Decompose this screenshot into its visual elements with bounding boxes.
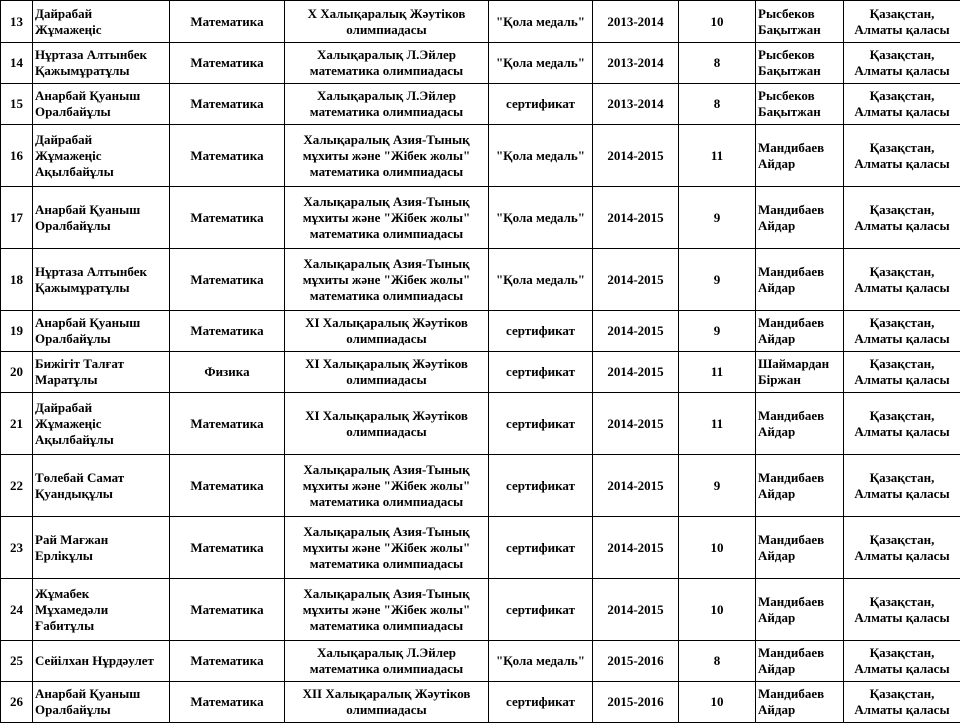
olympiad-name: Халықаралық Азия-Тынық мұхиты және "Жібек жолы" математика олимпиадасы — [285, 125, 489, 187]
location: Қазақстан, Алматы қаласы — [844, 125, 960, 187]
grade: 8 — [679, 641, 756, 682]
location: Қазақстан, Алматы қаласы — [844, 311, 960, 352]
teacher-name: Мандибаев Айдар — [756, 311, 844, 352]
row-number: 23 — [1, 517, 33, 579]
student-name: Дайрабай Жұмажеңіс — [33, 1, 170, 43]
student-name: Анарбай Қуаныш Оралбайұлы — [33, 311, 170, 352]
table-row — [1, 187, 960, 249]
location: Қазақстан, Алматы қаласы — [844, 352, 960, 393]
subject: Математика — [170, 517, 285, 579]
grade: 9 — [679, 311, 756, 352]
award: сертификат — [489, 579, 593, 641]
subject: Математика — [170, 393, 285, 455]
row-number: 19 — [1, 311, 33, 352]
location: Қазақстан, Алматы қаласы — [844, 187, 960, 249]
grade: 11 — [679, 125, 756, 187]
award: "Қола медаль" — [489, 187, 593, 249]
grade: 9 — [679, 455, 756, 517]
table-row — [1, 249, 960, 311]
row-number: 25 — [1, 641, 33, 682]
teacher-name: Рысбеков Бақытжан — [756, 84, 844, 125]
academic-year: 2013-2014 — [593, 43, 679, 84]
award: сертификат — [489, 517, 593, 579]
table-row — [1, 682, 960, 723]
table-row — [1, 43, 960, 84]
student-name: Дайрабай Жұмажеңіс Ақылбайұлы — [33, 125, 170, 187]
row-number: 18 — [1, 249, 33, 311]
student-name: Нұртаза Алтынбек Қажымұратұлы — [33, 43, 170, 84]
grade: 8 — [679, 84, 756, 125]
teacher-name: Мандибаев Айдар — [756, 641, 844, 682]
table-body — [1, 1, 960, 723]
academic-year: 2015-2016 — [593, 641, 679, 682]
location: Қазақстан, Алматы қаласы — [844, 249, 960, 311]
row-number: 24 — [1, 579, 33, 641]
academic-year: 2014-2015 — [593, 455, 679, 517]
student-name: Анарбай Қуаныш Оралбайұлы — [33, 84, 170, 125]
row-number: 15 — [1, 84, 33, 125]
award: "Қола медаль" — [489, 641, 593, 682]
student-name: Анарбай Қуаныш Оралбайұлы — [33, 187, 170, 249]
row-number: 14 — [1, 43, 33, 84]
table-row — [1, 517, 960, 579]
olympiad-name: Халықаралық Азия-Тынық мұхиты және "Жібек жолы" математика олимпиадасы — [285, 187, 489, 249]
location: Қазақстан, Алматы қаласы — [844, 517, 960, 579]
olympiad-name: XI Халықаралық Жәутіков олимпиадасы — [285, 352, 489, 393]
subject: Математика — [170, 187, 285, 249]
table-row — [1, 84, 960, 125]
academic-year: 2014-2015 — [593, 579, 679, 641]
row-number: 26 — [1, 682, 33, 723]
location: Қазақстан, Алматы қаласы — [844, 43, 960, 84]
award: "Қола медаль" — [489, 125, 593, 187]
subject: Математика — [170, 249, 285, 311]
grade: 8 — [679, 43, 756, 84]
location: Қазақстан, Алматы қаласы — [844, 641, 960, 682]
academic-year: 2014-2015 — [593, 125, 679, 187]
grade: 11 — [679, 393, 756, 455]
student-name: Жұмабек Мұхамедәли Ғабитұлы — [33, 579, 170, 641]
subject: Математика — [170, 455, 285, 517]
table-row — [1, 579, 960, 641]
row-number: 20 — [1, 352, 33, 393]
award: "Қола медаль" — [489, 1, 593, 43]
student-name: Анарбай Қуаныш Оралбайұлы — [33, 682, 170, 723]
academic-year: 2013-2014 — [593, 84, 679, 125]
academic-year: 2014-2015 — [593, 393, 679, 455]
location: Қазақстан, Алматы қаласы — [844, 393, 960, 455]
award: сертификат — [489, 311, 593, 352]
table-row — [1, 311, 960, 352]
teacher-name: Мандибаев Айдар — [756, 579, 844, 641]
teacher-name: Мандибаев Айдар — [756, 517, 844, 579]
student-name: Сейілхан Нұрдәулет — [33, 641, 170, 682]
row-number: 13 — [1, 1, 33, 43]
olympiad-name: Халықаралық Л.Эйлер математика олимпиадасы — [285, 84, 489, 125]
grade: 11 — [679, 352, 756, 393]
olympiad-name: Халықаралық Л.Эйлер математика олимпиадасы — [285, 641, 489, 682]
academic-year: 2014-2015 — [593, 187, 679, 249]
row-number: 22 — [1, 455, 33, 517]
table-row — [1, 352, 960, 393]
academic-year: 2015-2016 — [593, 682, 679, 723]
teacher-name: Мандибаев Айдар — [756, 455, 844, 517]
academic-year: 2014-2015 — [593, 311, 679, 352]
academic-year: 2014-2015 — [593, 517, 679, 579]
subject: Математика — [170, 84, 285, 125]
teacher-name: Мандибаев Айдар — [756, 125, 844, 187]
teacher-name: Мандибаев Айдар — [756, 249, 844, 311]
location: Қазақстан, Алматы қаласы — [844, 1, 960, 43]
row-number: 17 — [1, 187, 33, 249]
olympiad-name: Х Халықаралық Жәутіков олимпиадасы — [285, 1, 489, 43]
award: сертификат — [489, 84, 593, 125]
subject: Математика — [170, 641, 285, 682]
teacher-name: Мандибаев Айдар — [756, 187, 844, 249]
olympiad-name: Халықаралық Азия-Тынық мұхиты және "Жібек жолы" математика олимпиадасы — [285, 249, 489, 311]
subject: Математика — [170, 43, 285, 84]
student-name: Рай Мағжан Ерлікұлы — [33, 517, 170, 579]
award: сертификат — [489, 393, 593, 455]
table-row — [1, 455, 960, 517]
academic-year: 2013-2014 — [593, 1, 679, 43]
student-name: Нұртаза Алтынбек Қажымұратұлы — [33, 249, 170, 311]
olympiad-name: Халықаралық Азия-Тынық мұхиты және "Жібек жолы" математика олимпиадасы — [285, 579, 489, 641]
subject: Математика — [170, 579, 285, 641]
location: Қазақстан, Алматы қаласы — [844, 84, 960, 125]
teacher-name: Мандибаев Айдар — [756, 393, 844, 455]
teacher-name: Шаймардан Біржан — [756, 352, 844, 393]
table-row — [1, 393, 960, 455]
olympiad-name: XI Халықаралық Жәутіков олимпиадасы — [285, 311, 489, 352]
grade: 10 — [679, 517, 756, 579]
teacher-name: Рысбеков Бақытжан — [756, 1, 844, 43]
location: Қазақстан, Алматы қаласы — [844, 682, 960, 723]
olympiad-name: XII Халықаралық Жәутіков олимпиадасы — [285, 682, 489, 723]
award: "Қола медаль" — [489, 249, 593, 311]
subject: Математика — [170, 682, 285, 723]
olympiad-name: Халықаралық Л.Эйлер математика олимпиадасы — [285, 43, 489, 84]
subject: Физика — [170, 352, 285, 393]
award: сертификат — [489, 352, 593, 393]
grade: 10 — [679, 1, 756, 43]
grade: 9 — [679, 249, 756, 311]
row-number: 16 — [1, 125, 33, 187]
award: сертификат — [489, 455, 593, 517]
teacher-name: Рысбеков Бақытжан — [756, 43, 844, 84]
location: Қазақстан, Алматы қаласы — [844, 455, 960, 517]
olympiad-name: XI Халықаралық Жәутіков олимпиадасы — [285, 393, 489, 455]
location: Қазақстан, Алматы қаласы — [844, 579, 960, 641]
academic-year: 2014-2015 — [593, 249, 679, 311]
olympiad-name: Халықаралық Азия-Тынық мұхиты және "Жібек жолы" математика олимпиадасы — [285, 455, 489, 517]
row-number: 21 — [1, 393, 33, 455]
olympiad-name: Халықаралық Азия-Тынық мұхиты және "Жібек жолы" математика олимпиадасы — [285, 517, 489, 579]
subject: Математика — [170, 1, 285, 43]
table-row — [1, 1, 960, 43]
award: сертификат — [489, 682, 593, 723]
award: "Қола медаль" — [489, 43, 593, 84]
subject: Математика — [170, 125, 285, 187]
grade: 9 — [679, 187, 756, 249]
student-name: Дайрабай Жұмажеңіс Ақылбайұлы — [33, 393, 170, 455]
student-name: Төлебай Самат Қуандықұлы — [33, 455, 170, 517]
grade: 10 — [679, 579, 756, 641]
subject: Математика — [170, 311, 285, 352]
academic-year: 2014-2015 — [593, 352, 679, 393]
table-row — [1, 125, 960, 187]
grade: 10 — [679, 682, 756, 723]
table-row — [1, 641, 960, 682]
teacher-name: Мандибаев Айдар — [756, 682, 844, 723]
student-name: Бижігіт Талғат Маратұлы — [33, 352, 170, 393]
